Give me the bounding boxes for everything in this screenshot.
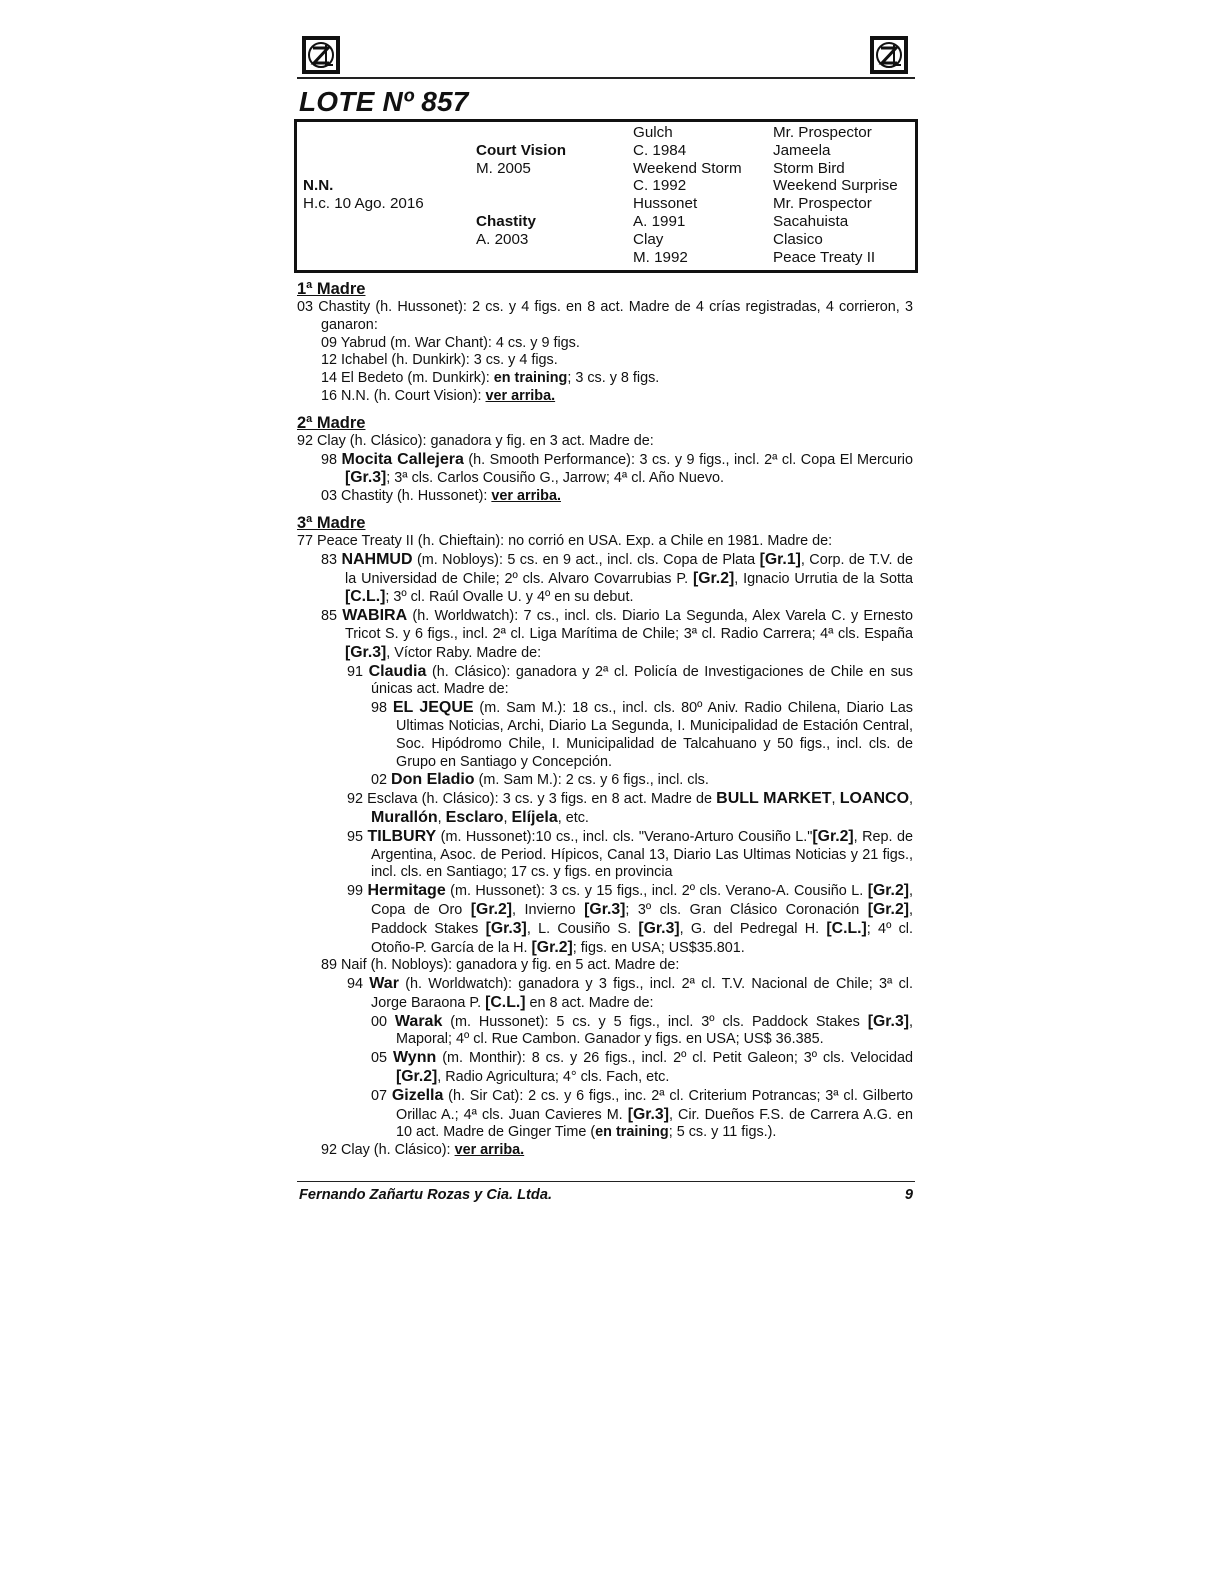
- sire-info: M. 2005: [476, 160, 531, 177]
- produce-entry: 03 Chastity (h. Hussonet): ver arriba.: [321, 488, 561, 505]
- sire-name: Court Vision: [476, 142, 567, 159]
- second-dam-entry: 92 Clay (h. Clásico): ganadora y fig. en 3 act. Madre de:: [297, 432, 654, 449]
- lot-title: LOTE Nº 857: [299, 86, 469, 117]
- dam-sire-name: Hussonet: [633, 195, 698, 212]
- second-dam-heading: 2ª Madre: [297, 413, 366, 432]
- header-divider: [297, 77, 915, 79]
- produce-entry: 94 War (h. Worldwatch): ganadora y 3 figs., incl. 2ª cl. T.V. Nacional de Chile; 3ª cl. Jorge Baraona P. [C.L.] en 8 act. Madre de:: [347, 975, 914, 1011]
- page-number: 9: [904, 1187, 913, 1203]
- produce-entry: 14 El Bedeto (m. Dunkirk): en training; 3 cs. y 8 figs.: [321, 370, 660, 387]
- fourth-gen-ancestor: Mr. Prospector: [773, 124, 872, 141]
- zl-monogram-logo-icon: [867, 33, 911, 77]
- fourth-gen-ancestor: Sacahuista: [773, 213, 849, 230]
- fourth-gen-ancestor: Mr. Prospector: [773, 195, 872, 212]
- produce-entry: 92 Esclava (h. Clásico): 3 cs. y 3 figs. en 8 act. Madre de BULL MARKET, LOANCO, Murallón, Esclaro, Elíjela, etc.: [347, 790, 914, 826]
- pedigree-table: [294, 119, 918, 273]
- produce-entry: 98 Mocita Callejera (h. Smooth Performance): 3 cs. y 9 figs., incl. 2ª cl. Copa El Mercurio [Gr.3]; 3ª cls. Carlos Cousiño G., Jarrow; 4ª cl. Año Nuevo.: [321, 450, 913, 487]
- dam-dam-name: Clay: [633, 231, 664, 248]
- dam-name: Chastity: [476, 213, 536, 230]
- third-dam-heading: 3ª Madre: [297, 513, 366, 532]
- produce-entry: 91 Claudia (h. Clásico): ganadora y 2ª cl. Policía de Investigaciones de Chile en sus únicas act. Madre de:: [347, 662, 913, 698]
- produce-entry: 07 Gizella (h. Sir Cat): 2 cs. y 6 figs., inc. 2ª cl. Criterium Potrancas; 3ª cl. Gilberto Orillac A.; 4ª cls. Juan Cavieres M. [Gr.3], Cir. Dueños F.S. de Carrera A.G. en 10 act. Madre de Ginger Time (en training; 5 cs. y 11 figs.).: [371, 1086, 913, 1141]
- produce-entry: 02 Don Eladio (m. Sam M.): 2 cs. y 6 figs., incl. cls.: [371, 771, 709, 789]
- footer-company: Fernando Zañartu Rozas y Cia. Ltda.: [299, 1187, 552, 1203]
- dam-info: A. 2003: [476, 231, 529, 248]
- third-dam-entry: 77 Peace Treaty II (h. Chieftain): no corrió en USA. Exp. a Chile en 1981. Madre de:: [297, 532, 833, 549]
- produce-entry: 89 Naif (h. Nobloys): ganadora y fig. en 5 act. Madre de:: [321, 957, 680, 974]
- produce-entry: 16 N.N. (h. Court Vision): ver arriba.: [321, 387, 556, 404]
- zl-monogram-logo-icon: [299, 33, 343, 77]
- dam-line-body: [297, 279, 913, 1160]
- produce-entry: 05 Wynn (m. Monthir): 8 cs. y 26 figs., incl. 2º cl. Petit Galeon; 3º cls. Velocidad [Gr.2], Radio Agricultura; 4° cls. Fach, etc.: [371, 1049, 913, 1086]
- produce-entry: 09 Yabrud (m. War Chant): 4 cs. y 9 figs.: [321, 334, 580, 351]
- produce-entry: 95 TILBURY (m. Hussonet):10 cs., incl. cls. "Verano-Arturo Cousiño L."[Gr.2], Rep. de Argentina, Asoc. de Period. Hípicos, Canal 13, Diario Las Ultimas Noticias y 21 figs., incl. cls. en Santiago; 17 cs. y figs. en provincia: [347, 827, 913, 881]
- dam-sire-info: A. 1991: [633, 213, 686, 230]
- sire-sire-info: C. 1984: [633, 142, 687, 159]
- foal-info: H.c. 10 Ago. 2016: [303, 195, 424, 212]
- footer-divider: [297, 1181, 915, 1182]
- produce-entry: 12 Ichabel (h. Dunkirk): 3 cs. y 4 figs.: [321, 352, 558, 369]
- first-dam-heading: 1ª Madre: [297, 280, 366, 298]
- foal-name: N.N.: [303, 177, 334, 194]
- first-dam-entry: 03 Chastity (h. Hussonet): 2 cs. y 4 figs. en 8 act. Madre de 4 crías registradas, 4 corrieron, 3 ganaron:: [297, 299, 913, 333]
- fourth-gen-ancestor: Weekend Surprise: [773, 177, 898, 194]
- fourth-gen-ancestor: Clasico: [773, 231, 823, 248]
- produce-entry: 92 Clay (h. Clásico): ver arriba.: [321, 1142, 525, 1159]
- fourth-gen-ancestor: Storm Bird: [773, 160, 845, 177]
- sire-sire-name: Gulch: [633, 124, 673, 141]
- produce-entry: 83 NAHMUD (m. Nobloys): 5 cs. en 9 act., incl. cls. Copa de Plata [Gr.1], Corp. de T.V. de la Universidad de Chile; 2º cls. Alvaro Covarrubias P. [Gr.2], Ignacio Urrutia de la Sotta [C.L.]; 3º cl. Raúl Ovalle U. y 4º en su debut.: [321, 550, 913, 606]
- produce-entry: 85 WABIRA (h. Worldwatch): 7 cs., incl. cls. Diario La Segunda, Alex Varela C. y Ernesto Tricot S. y 6 figs., incl. 2ª cl. Liga Marítima de Chile; 3ª cl. Radio Carrera; 4ª cls. España [Gr.3], Víctor Raby. Madre de:: [321, 607, 914, 661]
- produce-entry: 98 EL JEQUE (m. Sam M.): 18 cs., incl. cls. 80º Aniv. Radio Chilena, Diario Las Ultimas Noticias, Archi, Diario La Segunda, I. Municipalidad de Estación Central, Soc. Hipódromo Chile, I. Municipalidad de Talcahuano y 50 figs., incl. cls. de Grupo en Santiago y Concepción.: [371, 699, 913, 770]
- produce-entry: 99 Hermitage (m. Hussonet): 3 cs. y 15 figs., incl. 2º cls. Verano-A. Cousiño L. [Gr.2], Copa de Oro [Gr.2], Invierno [Gr.3]; 3º cls. Gran Clásico Coronación [Gr.2], Paddock Stakes [Gr.3], L. Cousiño S. [Gr.3], G. del Pedregal H. [C.L.]; 4º cl. Otoño-P. García de la H. [Gr.2]; figs. en USA; US$35.801.: [347, 882, 913, 956]
- dam-dam-info: M. 1992: [633, 249, 688, 266]
- sire-dam-name: Weekend Storm: [633, 160, 742, 177]
- fourth-gen-ancestor: Peace Treaty II: [773, 249, 876, 266]
- sire-dam-info: C. 1992: [633, 177, 687, 194]
- produce-entry: 00 Warak (m. Hussonet): 5 cs. y 5 figs., incl. 3º cls. Paddock Stakes [Gr.3], Maporal; 4º cl. Rue Cambon. Ganador y figs. en USA; US$ 36.385.: [371, 1012, 913, 1048]
- fourth-gen-ancestor: Jameela: [773, 142, 831, 159]
